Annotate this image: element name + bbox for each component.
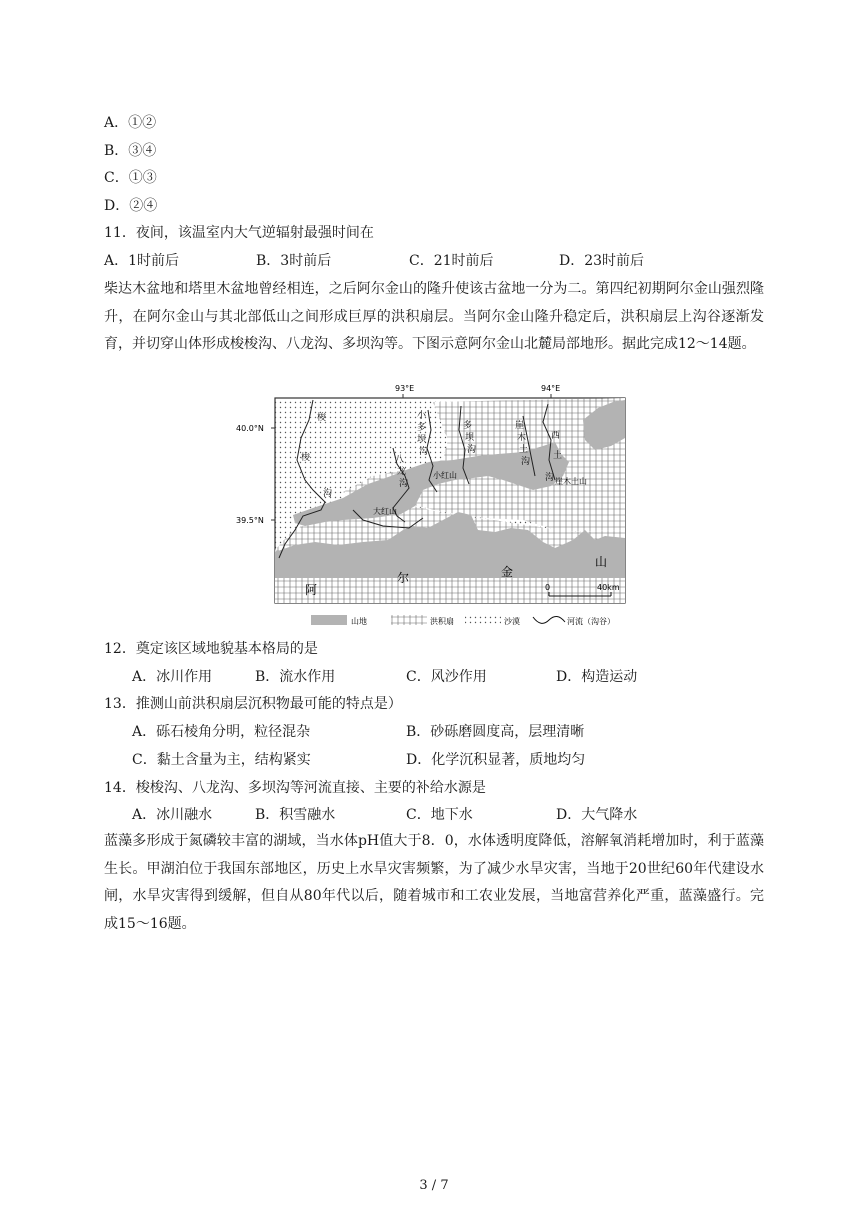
label-yamutu-3: 土 (519, 445, 529, 455)
q11-stem: 11．夜间，该温室内大气逆辐射最强时间在 (104, 225, 374, 241)
label-dahongshan: 大红山 (373, 507, 397, 516)
q12-option-a: A．冰川作用 (132, 669, 213, 685)
map-figure (233, 380, 633, 630)
legend-fan-swatch (391, 615, 427, 625)
label-duoba-2: 坝 (465, 433, 475, 443)
label-xiaoduoba-4: 沟 (419, 447, 429, 457)
label-duoba-3: 沟 (467, 445, 477, 455)
q12-stem: 12．奠定该区域地貌基本格局的是 (104, 641, 318, 657)
legend-river-label: 河流（沟谷） (567, 617, 615, 626)
q12-option-c: C．风沙作用 (406, 669, 487, 685)
legend-river-swatch (533, 616, 565, 623)
q10-option-c: C．①③ (104, 170, 157, 186)
q13-option-d: D．化学沉积显著，质地均匀 (406, 752, 586, 768)
q13-option-a: A．砾石棱角分明，粒径混杂 (132, 724, 311, 740)
legend-fan-label: 洪积扇 (430, 617, 454, 626)
legend-sand-label: 沙漠 (504, 617, 520, 626)
label-balong-2: 龙 (397, 467, 407, 477)
label-aerjin-4: 山 (595, 555, 608, 569)
scale-end: 40km (597, 583, 620, 592)
label-xitu-1: 西 (551, 431, 561, 441)
label-xiaoduoba-1: 小 (417, 411, 427, 421)
lon-label-94: 94°E (541, 384, 561, 393)
label-xiaohongshan: 小红山 (433, 471, 457, 480)
q13-option-c: C．黏土含量为主，结构紧实 (132, 752, 311, 768)
label-duoba-1: 多 (463, 421, 473, 431)
q14-option-b: B．积雪融水 (255, 807, 336, 823)
label-yamutu-2: 木 (517, 433, 527, 443)
q11-option-b: B．3时前后 (256, 253, 332, 269)
q10-option-d: D．②④ (104, 198, 158, 214)
q14-stem: 14．梭梭沟、八龙沟、多坝沟等河流直接、主要的补给水源是 (104, 780, 486, 796)
label-suosuo-3: 沟 (323, 489, 333, 499)
label-xiaoduoba-2: 多 (417, 423, 427, 433)
legend-mountain-label: 山地 (351, 617, 367, 626)
label-aerjin-2: 尔 (397, 571, 410, 585)
label-xitu-3: 沟 (545, 473, 555, 483)
map-legend (311, 615, 615, 626)
label-yamutu-4: 沟 (521, 457, 531, 467)
q11-option-a: A．1时前后 (104, 253, 180, 269)
q14-option-c: C．地下水 (406, 807, 473, 823)
label-suosuo-1: 梭 (317, 413, 327, 423)
q11-option-d: D．23时前后 (559, 253, 645, 269)
terrain-map (233, 380, 633, 630)
lon-label-93: 93°E (395, 384, 415, 393)
label-suosuo-2: 梭 (301, 453, 311, 463)
material-12-14: 柴达木盆地和塔里木盆地曾经相连，之后阿尔金山的隆升使该古盆地一分为二。第四纪初期阿尔金山强烈隆升，在阿尔金山与其北部低山之间形成巨厚的洪积扇层。当阿尔金山隆升稳定后，洪积扇层上沟谷逐渐发育，并切穿山体形成梭梭沟、八龙沟、多坝沟等。下图示意阿尔金山北麓局部地形。据此完成12～14题。 (104, 281, 764, 352)
q12-option-d: D．构造运动 (556, 669, 638, 685)
label-yamutu-1: 崖 (515, 421, 525, 431)
lat-label-40: 40.0°N (236, 424, 264, 433)
q14-option-d: D．大气降水 (556, 807, 638, 823)
lat-label-39-5: 39.5°N (236, 516, 264, 525)
q12-option-b: B．流水作用 (255, 669, 336, 685)
label-balong-1: 八 (395, 455, 405, 465)
q14-option-a: A．冰川融水 (132, 807, 213, 823)
label-aerjin-1: 阿 (305, 583, 318, 597)
q11-option-c: C．21时前后 (409, 253, 494, 269)
legend-mountain-swatch (311, 615, 347, 625)
q10-option-b: B．③④ (104, 143, 157, 159)
label-yamutushan: 崖木土山 (555, 477, 587, 486)
material-15-16: 蓝藻多形成于氮磷较丰富的湖域，当水体pH值大于8．0，水体透明度降低，溶解氧消耗增加时，利于蓝藻生长。甲湖泊位于我国东部地区，历史上水旱灾害频繁，为了减少水旱灾害，当地于20世纪60年代建设水闸，水旱灾害得到缓解，但自从80年代以后，随着城市和工农业发展，当地富营养化严重，蓝藻盛行。完成15～16题。 (104, 833, 764, 932)
label-xiaoduoba-3: 坝 (417, 435, 427, 445)
q13-stem: 13．推测山前洪积扇层沉积物最可能的特点是） (104, 696, 402, 712)
q13-option-b: B．砂砾磨圆度高，层理清晰 (406, 724, 585, 740)
q10-option-a: A．①② (104, 115, 157, 131)
label-aerjin-3: 金 (501, 565, 514, 579)
scale-start: 0 (545, 583, 551, 592)
label-balong-3: 沟 (399, 479, 409, 489)
page-number: 3 / 7 (419, 1178, 449, 1193)
legend-sand-swatch (465, 615, 501, 625)
label-xitu-2: 土 (553, 451, 563, 461)
